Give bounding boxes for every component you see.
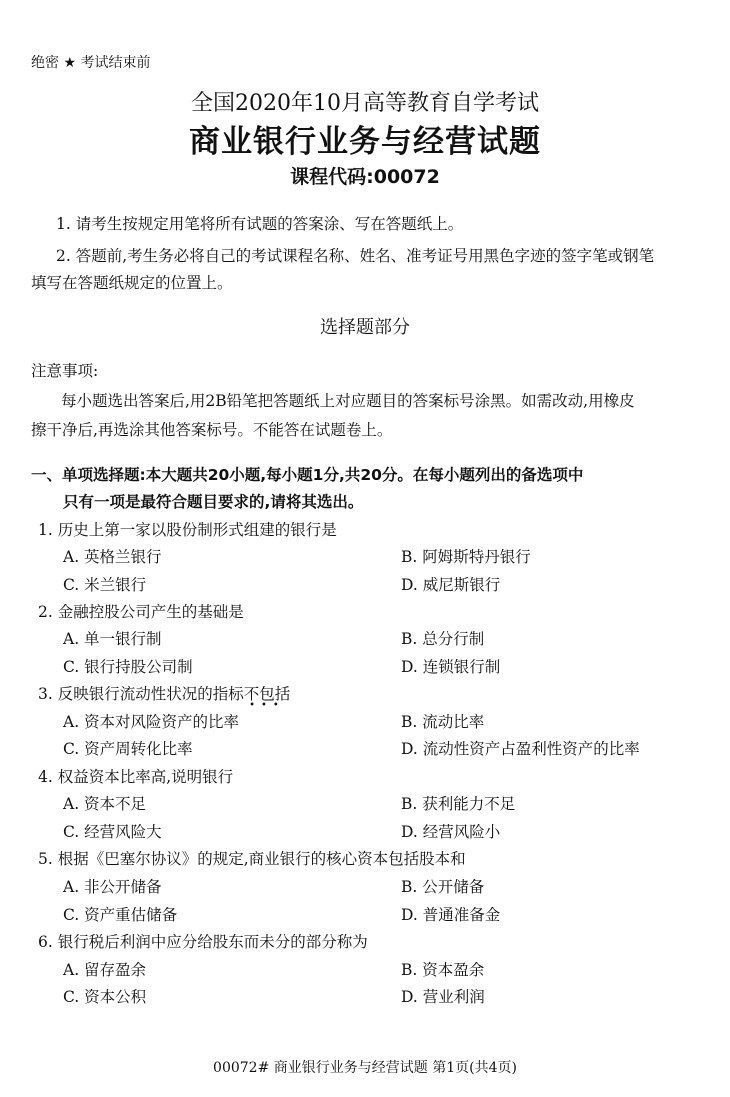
question-4-option-b: B. 获利能力不足 bbox=[401, 795, 516, 813]
question-6-option-a: A. 留存盈余 bbox=[63, 961, 147, 979]
question-6-option-d: D. 营业利润 bbox=[401, 988, 485, 1006]
question-1-option-c: C. 米兰银行 bbox=[63, 576, 147, 594]
question-4-option-c: C. 经营风险大 bbox=[63, 823, 162, 841]
question-6-option-c: C. 资本公积 bbox=[63, 988, 147, 1006]
confidential-mark: 绝密 ★ 考试结束前 bbox=[31, 55, 151, 71]
question-4-option-a: A. 资本不足 bbox=[63, 795, 147, 813]
question-3-option-d: D. 流动性资产占盈利性资产的比率 bbox=[401, 740, 640, 758]
question-3-stem bbox=[38, 682, 291, 711]
part1-heading-line2: 只有一项是最符合题目要求的,请将其选出。 bbox=[63, 493, 364, 511]
question-4-option-d: D. 经营风险小 bbox=[401, 823, 501, 841]
question-6-stem: 6. 银行税后利润中应分给股东而未分的部分称为 bbox=[38, 933, 368, 951]
instruction-2-line2: 填写在答题纸规定的位置上。 bbox=[31, 274, 233, 292]
question-2-option-d: D. 连锁银行制 bbox=[401, 658, 501, 676]
page-footer: 00072# 商业银行业务与经营试题 第1页(共4页) bbox=[213, 1060, 517, 1076]
question-6-option-b: B. 资本盈余 bbox=[401, 961, 485, 979]
question-2-stem: 2. 金融控股公司产生的基础是 bbox=[38, 603, 244, 621]
question-3-stem-text: 3. 反映银行流动性状况的指标 bbox=[38, 685, 244, 703]
notes-line2: 擦干净后,再选涂其他答案标号。不能答在试题卷上。 bbox=[31, 421, 393, 439]
question-3-option-b: B. 流动比率 bbox=[401, 713, 485, 731]
course-code: 课程代码:00072 bbox=[290, 166, 440, 188]
question-5-option-b: B. 公开储备 bbox=[401, 878, 485, 896]
question-5-option-c: C. 资产重估储备 bbox=[63, 906, 178, 924]
question-4-stem: 4. 权益资本比率高,说明银行 bbox=[38, 768, 234, 786]
question-3-option-a: A. 资本对风险资产的比率 bbox=[63, 713, 240, 731]
question-2-option-b: B. 总分行制 bbox=[401, 630, 485, 648]
part1-heading-line1: 一、单项选择题:本大题共20小题,每小题1分,共20分。在每小题列出的备选项中 bbox=[31, 466, 584, 484]
instruction-1: 1. 请考生按规定用笔将所有试题的答案涂、写在答题纸上。 bbox=[56, 215, 464, 233]
question-5-option-a: A. 非公开储备 bbox=[63, 878, 162, 896]
question-2-option-a: A. 单一银行制 bbox=[63, 630, 162, 648]
question-3-option-c: C. 资产周转化比率 bbox=[63, 740, 193, 758]
paper-title: 商业银行业务与经营试题 bbox=[189, 124, 541, 160]
question-3-emphasis-text: 不包括 bbox=[243, 685, 291, 703]
emphasis-dots: ••• bbox=[249, 700, 285, 711]
section-title: 选择题部分 bbox=[320, 317, 410, 338]
question-3-emphasis bbox=[243, 685, 291, 711]
instruction-2-line1: 2. 答题前,考生务必将自己的考试课程名称、姓名、准考证号用黑色字迹的签字笔或钢笔 bbox=[56, 247, 655, 265]
notes-label: 注意事项: bbox=[31, 362, 99, 380]
exam-title: 全国2020年10月高等教育自学考试 bbox=[191, 91, 539, 116]
question-2-option-c: C. 银行持股公司制 bbox=[63, 658, 193, 676]
question-1-option-b: B. 阿姆斯特丹银行 bbox=[401, 548, 531, 566]
question-1-option-a: A. 英格兰银行 bbox=[63, 548, 162, 566]
question-1-stem: 1. 历史上第一家以股份制形式组建的银行是 bbox=[38, 521, 337, 539]
notes-line1: 每小题选出答案后,用2B铅笔把答题纸上对应题目的答案标号涂黑。如需改动,用橡皮 bbox=[61, 392, 635, 410]
question-5-option-d: D. 普通准备金 bbox=[401, 906, 501, 924]
question-1-option-d: D. 威尼斯银行 bbox=[401, 576, 501, 594]
question-5-stem: 5. 根据《巴塞尔协议》的规定,商业银行的核心资本包括股本和 bbox=[38, 850, 466, 868]
